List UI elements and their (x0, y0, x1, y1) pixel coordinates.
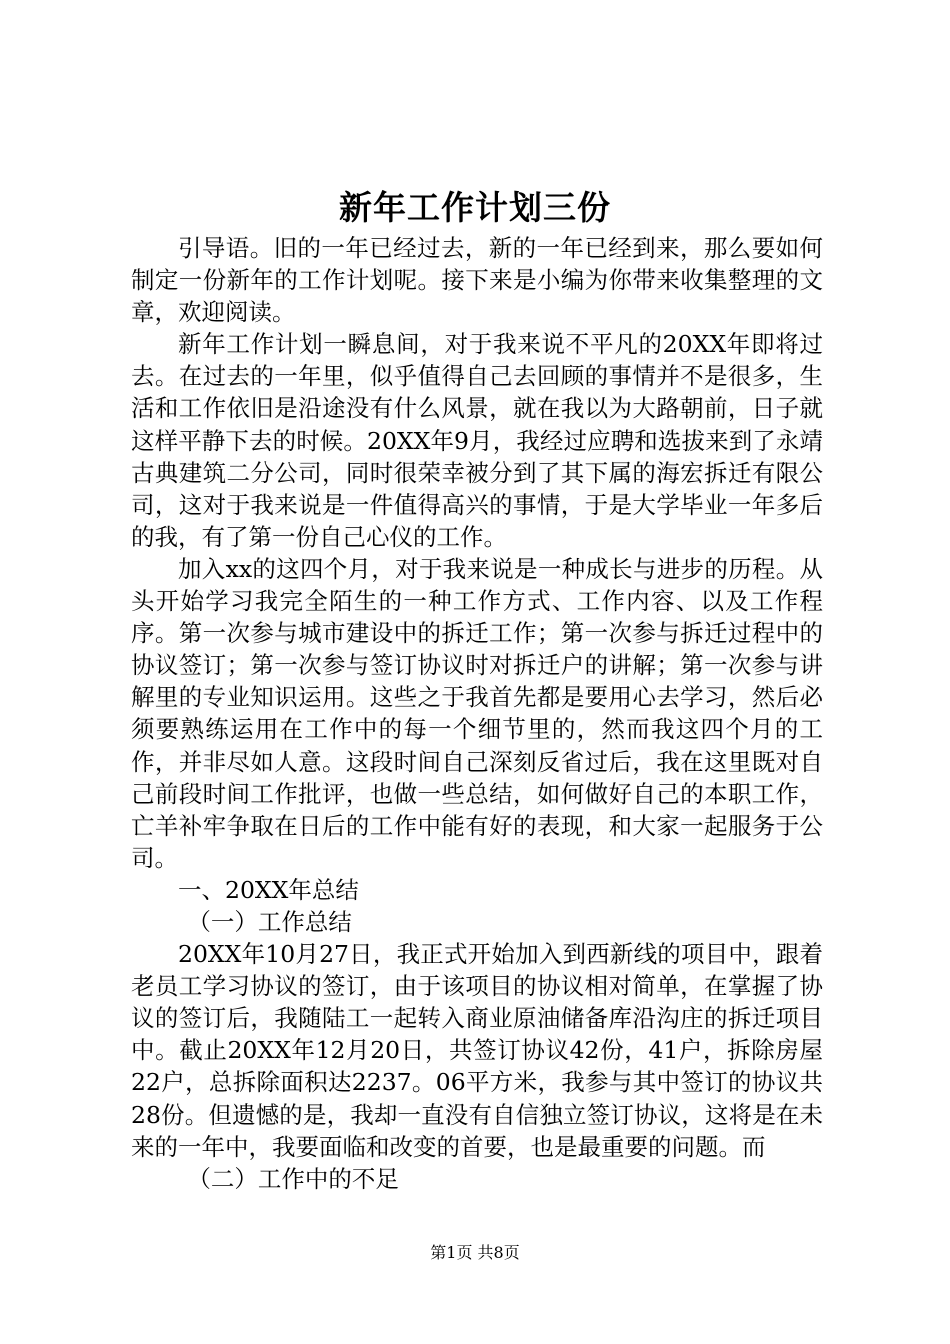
document-body (131, 232, 823, 1195)
body-paragraph: 加入xx的这四个月，对于我来说是一种成长与进步的历程。从头开始学习我完全陌生的一种工作方式、工作内容、以及工作程序。第一次参与城市建设中的拆迁工作；第一次参与拆迁过程中的协议签订；第一次参与签订协议时对拆迁户的讲解；第一次参与讲解里的专业知识运用。这些之于我首先都是要用心去学习，然后必须要熟练运用在工作中的每一个细节里的，然而我这四个月的工作，并非尽如人意。这段时间自己深刻反省过后，我在这里既对自己前段时间工作批评，也做一些总结，如何做好自己的本职工作，亡羊补牢争取在日后的工作中能有好的表现，和大家一起服务于公司。 (131, 554, 823, 872)
page-footer: 第1页 共8页 (430, 1243, 520, 1262)
section-heading: 一、20XX年总结 (178, 875, 359, 904)
intro-paragraph: 引导语。旧的一年已经过去，新的一年已经到来，那么要如何制定一份新年的工作计划呢。接下来是小编为你带来收集整理的文章，欢迎阅读。 (131, 234, 823, 327)
document-title: 新年工作计划三份 (339, 188, 611, 227)
subsection-heading: （二）工作中的不足 (187, 1164, 399, 1193)
body-paragraph: 20XX年10月27日，我正式开始加入到西新线的项目中，跟着老员工学习协议的签订，由于该项目的协议相对简单，在掌握了协议的签订后，我随陆工一起转入商业原油储备库沿沟庄的拆迁项目中。截止20XX年12月20日，共签订协议42份，41户，拆除房屋22户，总拆除面积达2237。06平方米，我参与其中签订的协议共28份。但遗憾的是，我却一直没有自信独立签订协议，这将是在未来的一年中，我要面临和改变的首要，也是最重要的问题。而 (131, 940, 823, 1161)
subsection-heading: （一）工作总结 (187, 907, 352, 936)
body-paragraph: 新年工作计划一瞬息间，对于我来说不平凡的20XX年即将过去。在过去的一年里，似乎值得自己去回顾的事情并不是很多，生活和工作依旧是沿途没有什么风景，就在我以为大路朝前，日子就这样平静下去的时候。20XX年9月，我经过应聘和选拔来到了永靖古典建筑二分公司，同时很荣幸被分到了其下属的海宏拆迁有限公司，这对于我来说是一件值得高兴的事情，于是大学毕业一年多后的我，有了第一份自己心仪的工作。 (131, 330, 823, 551)
